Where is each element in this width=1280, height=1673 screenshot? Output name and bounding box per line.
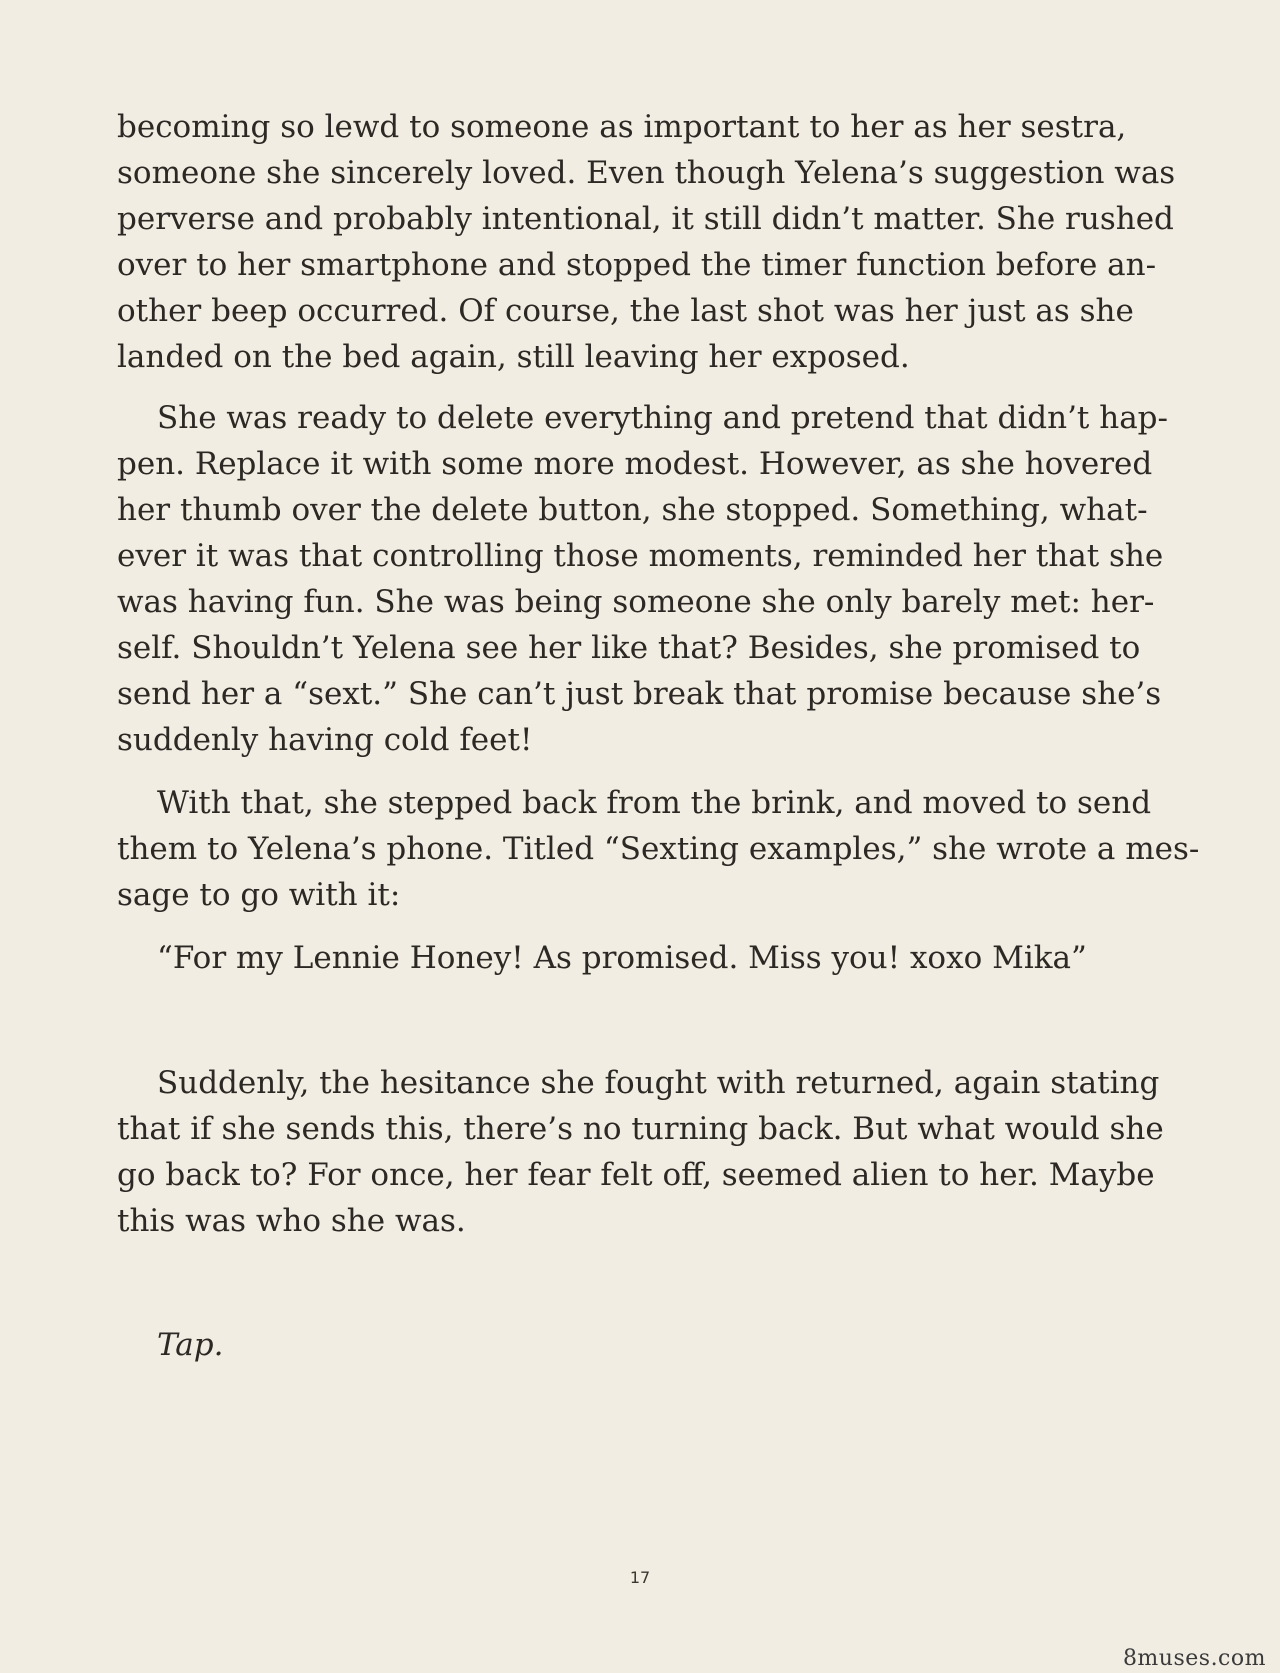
paragraph-3 — [117, 780, 1200, 918]
paragraph-6 — [117, 1322, 1177, 1368]
text-line: self. Shouldn’t Yelena see her like that? Besides, she promised to — [117, 630, 1141, 666]
text-line: them to Yelena’s phone. Titled “Sexting examples,” she wrote a mes- — [117, 831, 1200, 867]
text-line: her thumb over the delete button, she stopped. Something, what- — [117, 492, 1148, 528]
text-line: Suddenly, the hesitance she fought with returned, again stating — [157, 1065, 1160, 1101]
paragraph-4-message — [117, 935, 1177, 981]
text-line: send her a “sext.” She can’t just break that promise because she’s — [117, 676, 1162, 712]
page-number: 17 — [629, 1568, 651, 1587]
text-line: this was who she was. — [117, 1203, 466, 1239]
text-line: perverse and probably intentional, it still didn’t matter. She rushed — [117, 201, 1174, 237]
text-line: landed on the bed again, still leaving her exposed. — [117, 339, 910, 375]
text-line: other beep occurred. Of course, the last shot was her just as she — [117, 293, 1134, 329]
text-line: go back to? For once, her fear felt off, seemed alien to her. Maybe — [117, 1157, 1155, 1193]
text-line: She was ready to delete everything and pretend that didn’t hap- — [157, 400, 1168, 436]
text-line: Tap. — [157, 1327, 224, 1363]
paragraph-1 — [117, 104, 1177, 380]
paragraph-2 — [117, 395, 1177, 763]
text-line: “For my Lennie Honey! As promised. Miss you! xoxo Mika” — [157, 940, 1087, 976]
text-line: that if she sends this, there’s no turning back. But what would she — [117, 1111, 1164, 1147]
text-line: ever it was that controlling those moments, reminded her that she — [117, 538, 1164, 574]
text-line: was having fun. She was being someone she only barely met: her- — [117, 584, 1155, 620]
text-line: becoming so lewd to someone as important to her as her sestra, — [117, 109, 1127, 145]
text-line: suddenly having cold feet! — [117, 722, 533, 758]
text-line: sage to go with it: — [117, 877, 401, 913]
paragraph-5 — [117, 1060, 1177, 1244]
text-line: over to her smartphone and stopped the timer function before an- — [117, 247, 1157, 283]
text-line: pen. Replace it with some more modest. However, as she hovered — [117, 446, 1153, 482]
text-line: With that, she stepped back from the brink, and moved to send — [157, 785, 1152, 821]
watermark: 8muses.com — [1122, 1646, 1266, 1671]
text-line: someone she sincerely loved. Even though Yelena’s suggestion was — [117, 155, 1176, 191]
